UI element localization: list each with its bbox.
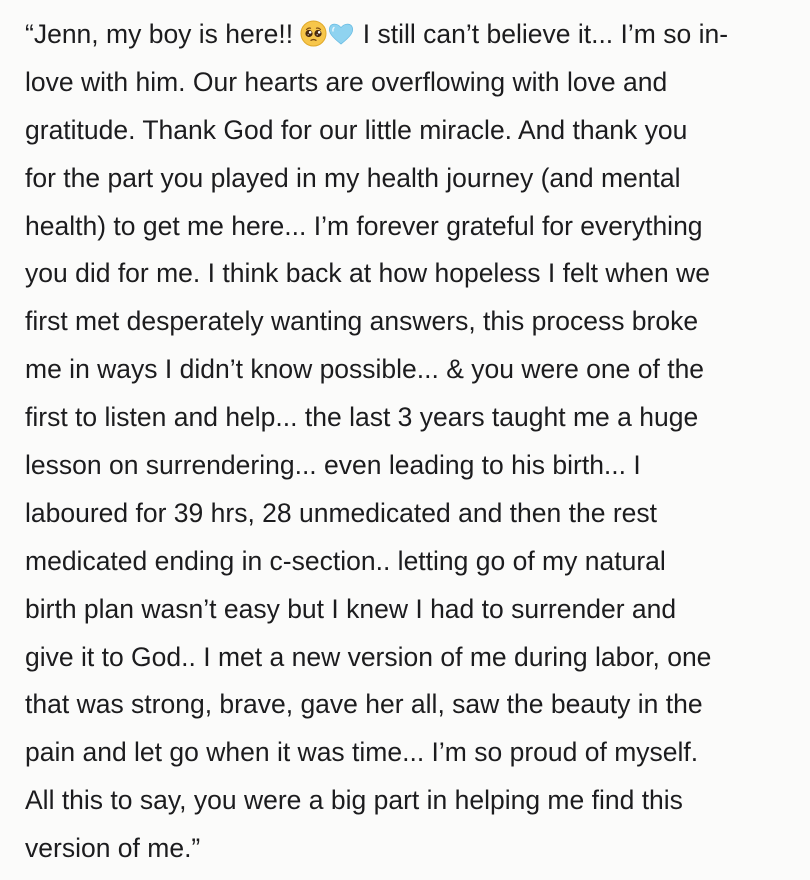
pleading-face-icon: [300, 20, 327, 47]
quote-line: for the part you played in my health journey (and mental: [25, 162, 681, 193]
quote-line: first met desperately wanting answers, this process broke: [25, 306, 699, 337]
quote-line: laboured for 39 hrs, 28 unmedicated and then the rest: [25, 497, 658, 528]
quote-line: first to listen and help... the last 3 years taught me a huge: [25, 402, 699, 433]
quote-line: gratitude. Thank God for our little miracle. And thank you: [25, 114, 688, 145]
quote-line: birth plan wasn’t easy but I knew I had to surrender and: [25, 593, 677, 624]
quote-line: lesson on surrendering... even leading to his birth... I: [25, 450, 641, 481]
quote-line: love with him. Our hearts are overflowing with love and: [25, 66, 668, 97]
quote-line: me in ways I didn’t know possible... & you were one of the: [25, 354, 705, 385]
quote-line: All this to say, you were a big part in helping me find this: [25, 785, 683, 816]
quote-line-1-end: I still can’t believe it... I’m so in-: [355, 19, 729, 49]
quote-line: pain and let go when it was time... I’m so proud of myself.: [25, 737, 699, 768]
light-blue-heart-icon: [327, 20, 355, 47]
quote-line: version of me.”: [25, 833, 201, 864]
quote-line-1-start: “Jenn, my boy is here!!: [25, 19, 301, 49]
quote-line: give it to God.. I met a new version of me during labor, one: [25, 641, 712, 672]
quote-line: you did for me. I think back at how hopeless I felt when we: [25, 258, 710, 289]
quote-line: health) to get me here... I’m forever grateful for everything: [25, 210, 703, 241]
quote-line-1: [25, 11, 790, 59]
quote-line: that was strong, brave, gave her all, saw the beauty in the: [25, 689, 703, 720]
quote-line: medicated ending in c-section.. letting go of my natural: [25, 545, 666, 576]
